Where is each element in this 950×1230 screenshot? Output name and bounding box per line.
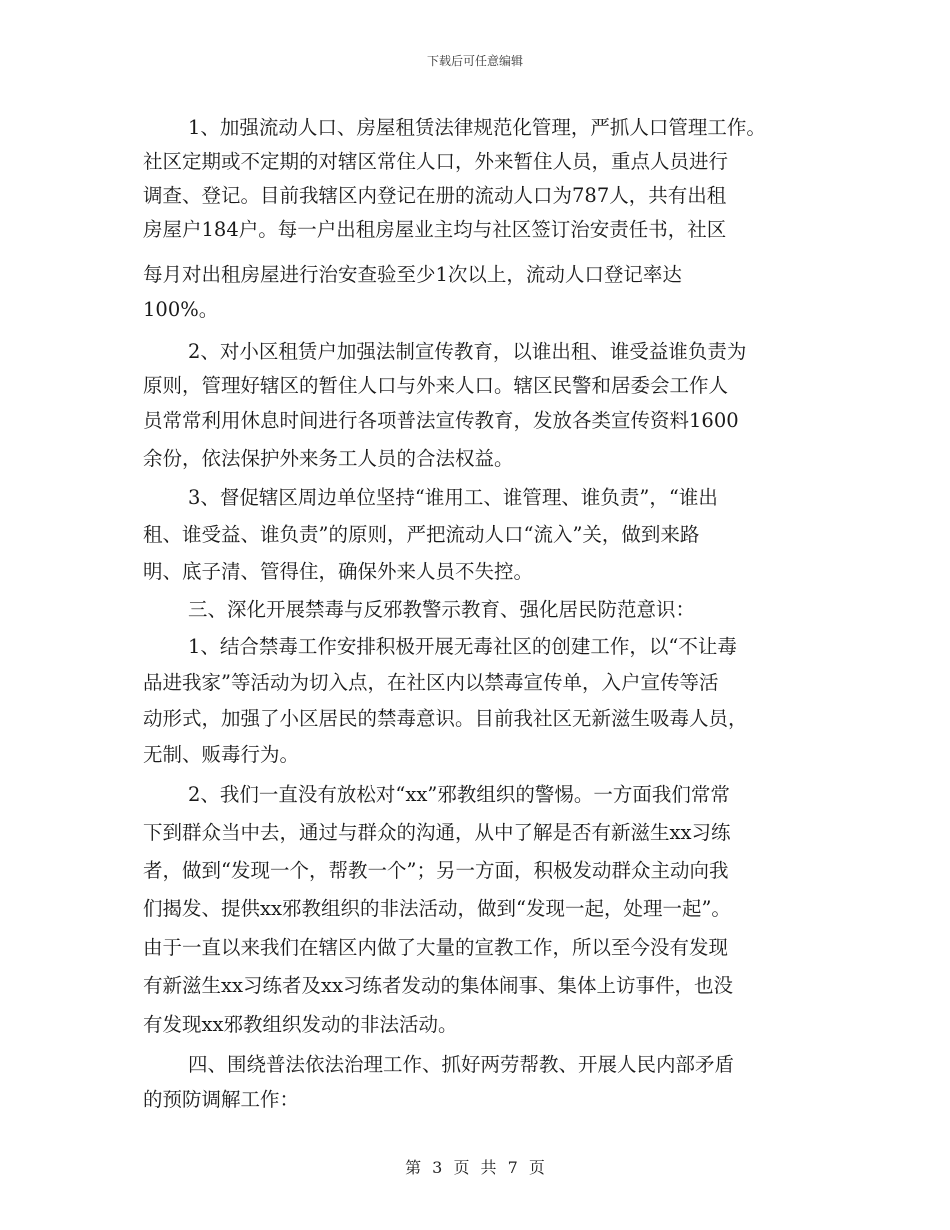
paragraph-1-line-4: 房屋户184户。每一户出租房屋业主均与社区签订治安责任书，社区 [143, 218, 727, 241]
paragraph-3-line-2: 租、谁受益、谁负责”的原则，严把流动人口“流入”关，做到来路 [143, 523, 700, 546]
paragraph-4-line-4: 无制、贩毒行为。 [143, 743, 300, 766]
paragraph-3-line-1: 3、督促辖区周边单位坚持“谁用工、谁管理、谁负责”，“谁出 [188, 486, 718, 509]
paragraph-4-line-2: 品进我家”等活动为切入点，在社区内以禁毒宣传单，入户宣传等活 [143, 671, 719, 694]
paragraph-3-line-3: 明、底子清、管得住，确保外来人员不失控。 [143, 560, 534, 583]
paragraph-5-line-4: 们揭发、提供xx邪教组织的非法活动，做到“发现一起，处理一起”。 [143, 897, 731, 920]
page-footer: 第 3 页 共 7 页 [405, 1158, 545, 1177]
section-heading-3: 三、深化开展禁毒与反邪教警示教育、强化居民防范意识： [188, 598, 696, 621]
paragraph-1-line-6: 100%。 [143, 298, 219, 321]
paragraph-1-line-1: 1、加强流动人口、房屋租赁法律规范化管理，严抓人口管理工作。 [188, 116, 766, 139]
section-heading-4-line-2: 的预防调解工作： [143, 1088, 300, 1111]
paragraph-2-line-3: 员常常利用休息时间进行各项普法宣传教育，发放各类宣传资料1600 [143, 409, 739, 432]
paragraph-1-line-5: 每月对出租房屋进行治安查验至少1次以上，流动人口登记率达 [143, 263, 682, 286]
page-header: 下载后可任意编辑 [426, 54, 523, 68]
paragraph-2-line-2: 原则，管理好辖区的暂住人口与外来人口。辖区民警和居委会工作人 [143, 374, 729, 397]
paragraph-2-line-1: 2、对小区租赁户加强法制宣传教育，以谁出租、谁受益谁负责为 [188, 340, 747, 363]
paragraph-5-line-7: 有发现xx邪教组织发动的非法活动。 [143, 1013, 458, 1036]
section-heading-4-line-1: 四、围绕普法依法治理工作、抓好两劳帮教、开展人民内部矛盾 [188, 1053, 735, 1076]
paragraph-1-line-3: 调查、登记。目前我辖区内登记在册的流动人口为787人，共有出租 [143, 184, 727, 207]
paragraph-5-line-5: 由于一直以来我们在辖区内做了大量的宣教工作，所以至今没有发现 [143, 936, 729, 959]
paragraph-4-line-3: 动形式，加强了小区居民的禁毒意识。目前我社区无新滋生吸毒人员， [143, 707, 748, 730]
paragraph-4-line-1: 1、结合禁毒工作安排积极开展无毒社区的创建工作，以“不让毒 [188, 635, 737, 658]
paragraph-2-line-4: 余份，依法保护外来务工人员的合法权益。 [143, 447, 514, 470]
paragraph-5-line-3: 者，做到“发现一个，帮教一个”；另一方面，积极发动群众主动向我 [143, 859, 729, 882]
paragraph-5-line-2: 下到群众当中去，通过与群众的沟通，从中了解是否有新滋生xx习练 [143, 821, 731, 844]
paragraph-5-line-1: 2、我们一直没有放松对“xx”邪教组织的警惕。一方面我们常常 [188, 783, 730, 806]
paragraph-5-line-6: 有新滋生xx习练者及xx习练者发动的集体闹事、集体上访事件，也没 [143, 974, 733, 997]
paragraph-1-line-2: 社区定期或不定期的对辖区常住人口，外来暂住人员，重点人员进行 [143, 150, 729, 173]
